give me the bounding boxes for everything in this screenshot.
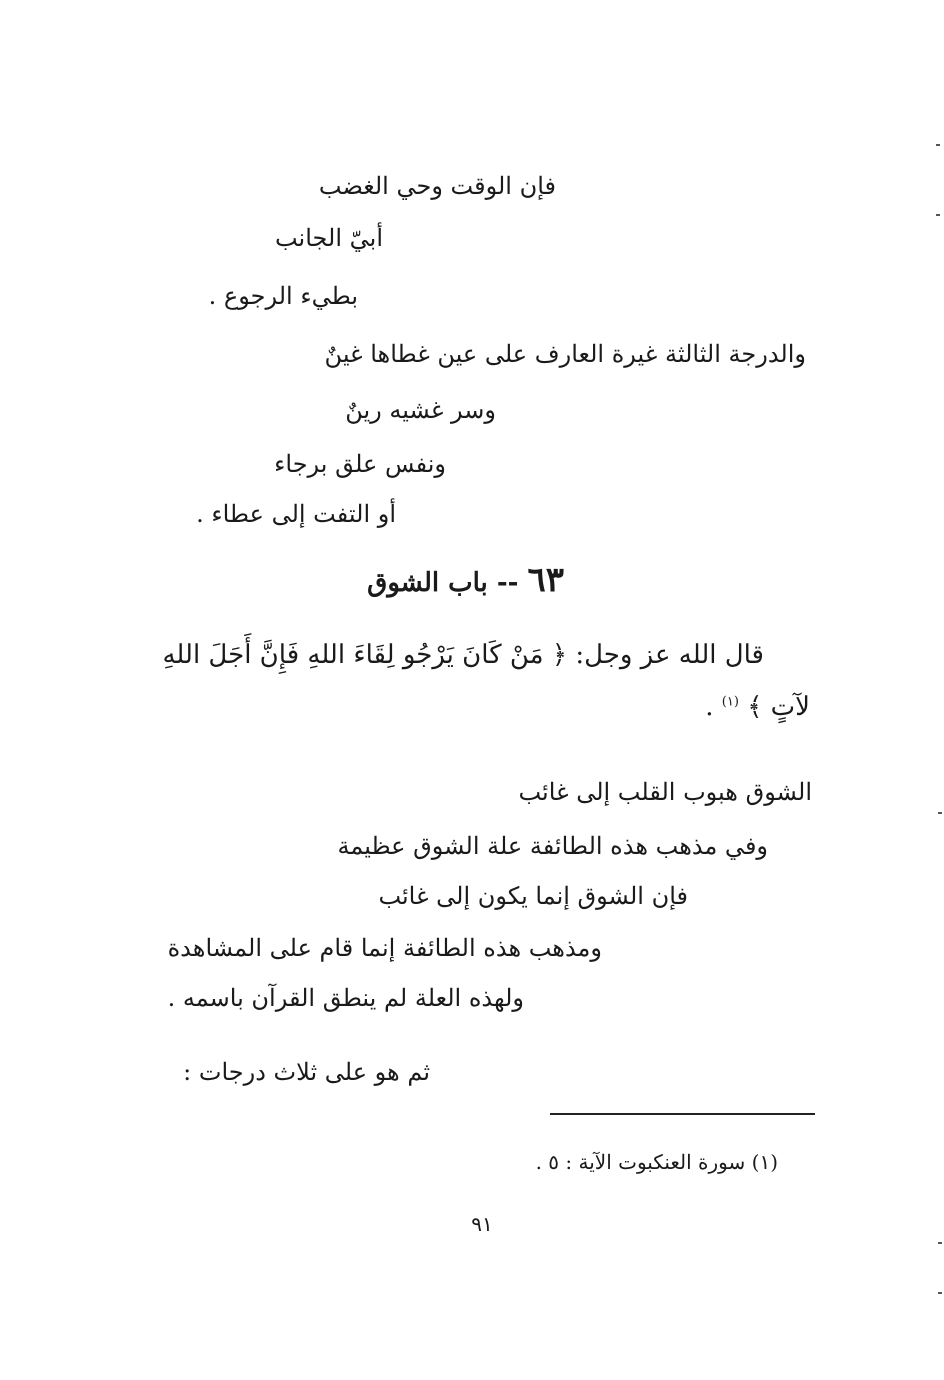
body-line-4: ومذهب هذه الطائفة إنما قام على المشاهدة (167, 934, 602, 962)
verse-line-4: والدرجة الثالثة غيرة العارف على عين غطاها غينٌ (324, 340, 806, 368)
footnote-divider (550, 1113, 815, 1115)
verse-line-6: ونفس علق برجاء (274, 450, 446, 478)
body-line-2: وفي مذهب هذه الطائفة علة الشوق عظيمة (337, 832, 768, 860)
scan-mark (938, 812, 942, 814)
scan-mark (938, 1292, 942, 1294)
verse-line-3: بطيء الرجوع . (208, 282, 358, 310)
verse-line-7: أو التفت إلى عطاء . (196, 500, 396, 528)
footnote-text: (١) سورة العنكبوت الآية : ٥ . (535, 1150, 778, 1174)
footnote-ref: (١) (721, 694, 739, 710)
quran-quote-line-2 (705, 692, 810, 723)
verse-line-1: فإن الوقت وحي الغضب (318, 172, 556, 200)
chapter-title: -- باب الشوق (367, 568, 519, 598)
body-line-3: فإن الشوق إنما يكون إلى غائب (378, 882, 688, 910)
verse-line-5: وسر غشيه رينٌ (345, 396, 496, 424)
body-line-5: ولهذه العلة لم ينطق القرآن باسمه . (167, 984, 524, 1012)
scan-mark (936, 214, 940, 216)
body-line-6: ثم هو على ثلاث درجات : (183, 1058, 430, 1086)
scan-mark (938, 1242, 942, 1244)
quran-quote-end: لآتٍ ﴾ (747, 692, 810, 722)
chapter-heading (367, 560, 564, 601)
verse-line-2: أبيّ الجانب (274, 224, 383, 252)
quran-quote-line-1: قال الله عز وجل: ﴿ مَنْ كَانَ يَرْجُو لِقَاءَ اللهِ فَإِنَّ أَجَلَ اللهِ (162, 640, 764, 670)
body-line-1: الشوق هبوب القلب إلى غائب (518, 778, 812, 806)
scan-mark (936, 144, 940, 146)
chapter-number: ٦٣ (527, 560, 564, 600)
page-number: ٩١ (471, 1212, 493, 1236)
quran-quote-period: . (705, 692, 714, 722)
